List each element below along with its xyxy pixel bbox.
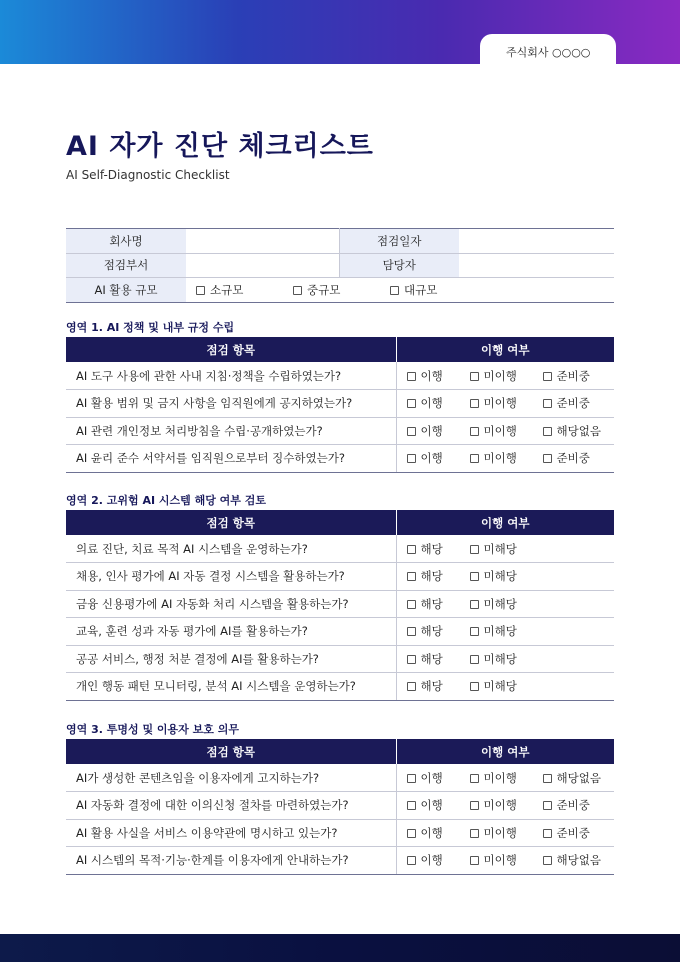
option[interactable]: [470, 568, 517, 584]
option[interactable]: [407, 368, 470, 384]
option-label: 미이행: [483, 798, 517, 813]
page-title: AI 자가 진단 체크리스트: [66, 131, 374, 162]
option-label: 준비중: [556, 368, 590, 383]
option-label: 대규모: [404, 282, 438, 297]
checkbox[interactable]: [543, 801, 552, 810]
question: AI 활용 사실을 서비스 이용약관에 명시하고 있는가?: [66, 819, 396, 847]
option-label: 해당: [420, 624, 443, 639]
table-row: [66, 390, 614, 418]
page-subtitle: AI Self-Diagnostic Checklist: [66, 168, 230, 182]
option[interactable]: [470, 770, 543, 786]
checkbox[interactable]: [470, 682, 479, 691]
option-label: 이행: [420, 825, 443, 840]
option-label: 이행: [420, 396, 443, 411]
answer-options: [396, 645, 614, 673]
option[interactable]: [407, 568, 470, 584]
checkbox[interactable]: [407, 627, 416, 636]
option-label: 이행: [420, 798, 443, 813]
option-label: 해당: [420, 596, 443, 611]
checkbox[interactable]: [543, 829, 552, 838]
option[interactable]: [470, 596, 517, 612]
question: 교육, 훈련 성과 자동 평가에 AI를 활용하는가?: [66, 618, 396, 646]
scale-option-medium[interactable]: [293, 282, 390, 298]
section-3-table: [66, 739, 614, 875]
option[interactable]: [543, 852, 601, 868]
table-row: [66, 618, 614, 646]
answer-options: [396, 673, 614, 701]
option[interactable]: [407, 651, 470, 667]
info-row-dept: [66, 253, 614, 278]
question: 공공 서비스, 행정 처분 결정에 AI를 활용하는가?: [66, 645, 396, 673]
answer-options: [396, 417, 614, 445]
checkbox[interactable]: [470, 427, 479, 436]
option-label: 이행: [420, 423, 443, 438]
option-label: 이행: [420, 853, 443, 868]
scale-option-large[interactable]: [390, 282, 487, 298]
table-row: [66, 673, 614, 701]
date-label: 점검일자: [339, 229, 459, 254]
table-row: [66, 362, 614, 390]
answer-options: [396, 535, 614, 563]
option[interactable]: [470, 541, 517, 557]
checkbox[interactable]: [470, 572, 479, 581]
section-3-title: 영역 3. 투명성 및 이용자 보호 의무: [66, 723, 239, 736]
table-header: [66, 739, 614, 764]
option-label: 준비중: [556, 396, 590, 411]
option[interactable]: [407, 596, 470, 612]
question: AI 시스템의 목적·기능·한계를 이용자에게 안내하는가?: [66, 847, 396, 875]
option[interactable]: [543, 423, 601, 439]
question: AI 자동화 결정에 대한 이의신청 절차를 마련하였는가?: [66, 792, 396, 820]
item-header: 점검 항목: [66, 510, 396, 535]
status-header: 이행 여부: [396, 510, 614, 535]
answer-options: [396, 764, 614, 792]
option-label: 미해당: [483, 679, 517, 694]
option[interactable]: [407, 623, 470, 639]
option[interactable]: [470, 651, 517, 667]
option-label: 미해당: [483, 651, 517, 666]
checkbox[interactable]: [407, 682, 416, 691]
option[interactable]: [543, 797, 590, 813]
section-2-table: [66, 510, 614, 701]
company-tab: [480, 34, 616, 70]
question: 개인 행동 패턴 모니터링, 분석 AI 시스템을 운영하는가?: [66, 673, 396, 701]
option-label: 해당없음: [556, 770, 601, 785]
checkbox[interactable]: [407, 774, 416, 783]
option[interactable]: [543, 450, 590, 466]
question: AI 관련 개인정보 처리방침을 수립·공개하였는가?: [66, 417, 396, 445]
table-header: [66, 337, 614, 362]
option-label: 이행: [420, 770, 443, 785]
item-header: 점검 항목: [66, 337, 396, 362]
option[interactable]: [407, 450, 470, 466]
dept-label: 점검부서: [66, 253, 186, 278]
table-header: [66, 510, 614, 535]
checkbox[interactable]: [543, 454, 552, 463]
checkbox[interactable]: [470, 600, 479, 609]
checkbox[interactable]: [407, 600, 416, 609]
section-1-title: 영역 1. AI 정책 및 내부 규정 수립: [66, 321, 235, 334]
option[interactable]: [543, 825, 590, 841]
option-label: 미이행: [483, 853, 517, 868]
option-label: 이행: [420, 451, 443, 466]
table-row: [66, 792, 614, 820]
option[interactable]: [470, 423, 543, 439]
option-label: 미해당: [483, 624, 517, 639]
info-table: [66, 228, 614, 303]
checkbox[interactable]: [543, 856, 552, 865]
checkbox[interactable]: [470, 801, 479, 810]
option-label: 미이행: [483, 770, 517, 785]
table-row: [66, 590, 614, 618]
company-name: 주식회사 ○○○○: [506, 46, 591, 59]
date-field[interactable]: [459, 229, 614, 254]
info-row-company: [66, 229, 614, 254]
checkbox[interactable]: [543, 399, 552, 408]
checkbox[interactable]: [407, 572, 416, 581]
checkbox[interactable]: [407, 856, 416, 865]
option-label: 해당: [420, 569, 443, 584]
answer-options: [396, 590, 614, 618]
table-row: [66, 417, 614, 445]
option-label: 미해당: [483, 596, 517, 611]
option-label: 준비중: [556, 451, 590, 466]
option[interactable]: [470, 623, 517, 639]
question: AI 활용 범위 및 금지 사항을 임직원에게 공지하였는가?: [66, 390, 396, 418]
option-label: 미해당: [483, 569, 517, 584]
scale-option-small[interactable]: [196, 282, 293, 298]
option[interactable]: [407, 678, 470, 694]
option[interactable]: [470, 368, 543, 384]
checkbox[interactable]: [470, 627, 479, 636]
option-label: 미이행: [483, 396, 517, 411]
checkbox[interactable]: [407, 427, 416, 436]
checkbox[interactable]: [293, 286, 302, 295]
company-label: 회사명: [66, 229, 186, 254]
answer-options: [396, 618, 614, 646]
option-label: 미이행: [483, 368, 517, 383]
option-label: 준비중: [556, 825, 590, 840]
option-label: 미이행: [483, 451, 517, 466]
option[interactable]: [470, 395, 543, 411]
question: 금융 신용평가에 AI 자동화 처리 시스템을 활용하는가?: [66, 590, 396, 618]
option[interactable]: [407, 797, 470, 813]
question: AI 도구 사용에 관한 사내 지침·정책을 수립하였는가?: [66, 362, 396, 390]
checkbox[interactable]: [470, 372, 479, 381]
option[interactable]: [407, 541, 470, 557]
checkbox[interactable]: [407, 655, 416, 664]
scale-label: AI 활용 규모: [66, 278, 186, 303]
table-row: [66, 847, 614, 875]
option-label: 해당없음: [556, 853, 601, 868]
table-row: [66, 535, 614, 563]
option[interactable]: [470, 450, 543, 466]
checkbox[interactable]: [390, 286, 399, 295]
option[interactable]: [470, 678, 517, 694]
answer-options: [396, 390, 614, 418]
checkbox[interactable]: [407, 801, 416, 810]
option[interactable]: [407, 395, 470, 411]
table-row: [66, 563, 614, 591]
checkbox[interactable]: [407, 829, 416, 838]
status-header: 이행 여부: [396, 739, 614, 764]
checkbox[interactable]: [543, 427, 552, 436]
checkbox[interactable]: [407, 372, 416, 381]
option-label: 미이행: [483, 825, 517, 840]
checkbox[interactable]: [407, 454, 416, 463]
checkbox[interactable]: [470, 399, 479, 408]
question: AI가 생성한 콘텐츠임을 이용자에게 고지하는가?: [66, 764, 396, 792]
section-1-table: [66, 337, 614, 473]
question: 의료 진단, 치료 목적 AI 시스템을 운영하는가?: [66, 535, 396, 563]
checkbox[interactable]: [470, 545, 479, 554]
option[interactable]: [470, 797, 543, 813]
option[interactable]: [543, 368, 590, 384]
option-label: 이행: [420, 368, 443, 383]
table-row: [66, 645, 614, 673]
company-field[interactable]: [186, 229, 339, 254]
option[interactable]: [470, 825, 543, 841]
checkbox[interactable]: [407, 545, 416, 554]
checkbox[interactable]: [196, 286, 205, 295]
option[interactable]: [407, 852, 470, 868]
option[interactable]: [407, 423, 470, 439]
answer-options: [396, 847, 614, 875]
answer-options: [396, 445, 614, 473]
manager-field[interactable]: [459, 253, 614, 278]
dept-field[interactable]: [186, 253, 339, 278]
answer-options: [396, 362, 614, 390]
checkbox[interactable]: [470, 829, 479, 838]
option-label: 해당없음: [556, 423, 601, 438]
status-header: 이행 여부: [396, 337, 614, 362]
table-row: [66, 819, 614, 847]
option-label: 소규모: [210, 282, 244, 297]
option-label: 해당: [420, 541, 443, 556]
option[interactable]: [407, 770, 470, 786]
checkbox[interactable]: [543, 372, 552, 381]
scale-options: [186, 278, 614, 303]
answer-options: [396, 563, 614, 591]
option-label: 중규모: [307, 282, 341, 297]
option-label: 준비중: [556, 798, 590, 813]
manager-label: 담당자: [339, 253, 459, 278]
option-label: 해당: [420, 679, 443, 694]
option[interactable]: [407, 825, 470, 841]
checkbox[interactable]: [470, 774, 479, 783]
option-label: 미이행: [483, 423, 517, 438]
table-row: [66, 764, 614, 792]
option[interactable]: [470, 852, 543, 868]
checkbox[interactable]: [470, 856, 479, 865]
checkbox[interactable]: [470, 454, 479, 463]
checkbox[interactable]: [470, 655, 479, 664]
info-row-scale: [66, 278, 614, 303]
checkbox[interactable]: [543, 774, 552, 783]
option-label: 미해당: [483, 541, 517, 556]
section-2-title: 영역 2. 고위험 AI 시스템 해당 여부 검토: [66, 494, 267, 507]
checkbox[interactable]: [407, 399, 416, 408]
question: AI 윤리 준수 서약서를 임직원으로부터 징수하였는가?: [66, 445, 396, 473]
answer-options: [396, 792, 614, 820]
table-row: [66, 445, 614, 473]
option[interactable]: [543, 770, 601, 786]
option[interactable]: [543, 395, 590, 411]
question: 채용, 인사 평가에 AI 자동 결정 시스템을 활용하는가?: [66, 563, 396, 591]
answer-options: [396, 819, 614, 847]
footer-banner: [0, 934, 680, 962]
option-label: 해당: [420, 651, 443, 666]
item-header: 점검 항목: [66, 739, 396, 764]
